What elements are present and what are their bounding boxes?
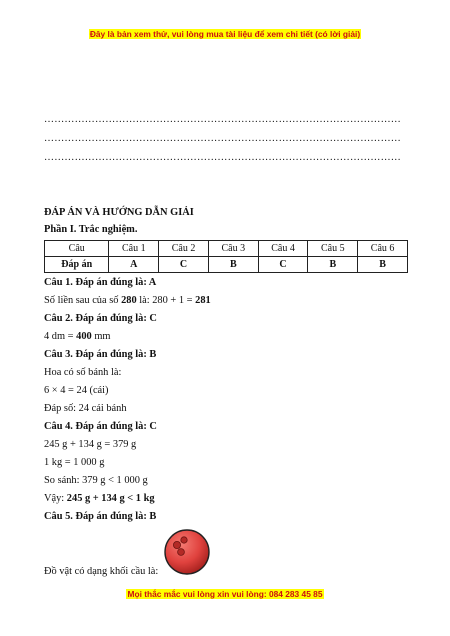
q2-title: Câu 2. Đáp án đúng là: C xyxy=(44,313,157,324)
part-title: Phần I. Trắc nghiệm. xyxy=(44,224,138,235)
q4-line-2: 1 kg = 1 000 g xyxy=(44,457,105,468)
contact-notice: Mọi thắc mắc vui lòng xin vui lòng: 084 283 45 85 xyxy=(127,589,323,599)
table-cell: Câu 3 xyxy=(208,241,258,257)
answer-table xyxy=(44,240,408,273)
q5-line-1: Đồ vật có dạng khối cầu là: xyxy=(44,566,159,577)
q3-line-3: Đáp số: 24 cái bánh xyxy=(44,403,127,414)
answer-table-header-row xyxy=(45,241,408,257)
answers-heading: ĐÁP ÁN VÀ HƯỚNG DẪN GIẢI xyxy=(44,207,194,218)
dotted-answer-line: …………………………………………………………………………………………… xyxy=(44,133,401,144)
table-cell: B xyxy=(358,257,408,273)
q1-explanation: Số liền sau của số 280 là: 280 + 1 = 281 xyxy=(44,295,211,306)
q4-title: Câu 4. Đáp án đúng là: C xyxy=(44,421,157,432)
q3-line-2: 6 × 4 = 24 (cái) xyxy=(44,385,109,396)
bowling-ball-image xyxy=(163,528,211,576)
answer-table-answer-row xyxy=(45,257,408,273)
q1-title: Câu 1. Đáp án đúng là: A xyxy=(44,277,157,288)
table-cell: Câu xyxy=(45,241,109,257)
q4-conclusion: Vậy: 245 g + 134 g < 1 kg xyxy=(44,493,155,504)
table-cell: Câu 4 xyxy=(258,241,308,257)
table-cell: Câu 5 xyxy=(308,241,358,257)
table-cell: B xyxy=(308,257,358,273)
table-cell: Câu 1 xyxy=(109,241,159,257)
table-cell: B xyxy=(208,257,258,273)
q3-title: Câu 3. Đáp án đúng là: B xyxy=(44,349,157,360)
q2-explanation: 4 dm = 400 mm xyxy=(44,331,111,342)
q5-title: Câu 5. Đáp án đúng là: B xyxy=(44,511,157,522)
q4-line-3: So sánh: 379 g < 1 000 g xyxy=(44,475,148,486)
table-cell: C xyxy=(159,257,209,273)
table-cell: Câu 2 xyxy=(159,241,209,257)
table-cell: A xyxy=(109,257,159,273)
q4-line-1: 245 g + 134 g = 379 g xyxy=(44,439,137,450)
table-cell: Đáp án xyxy=(45,257,109,273)
dotted-answer-line: …………………………………………………………………………………………… xyxy=(44,152,401,163)
table-cell: Câu 6 xyxy=(358,241,408,257)
table-cell: C xyxy=(258,257,308,273)
preview-notice: Đây là bản xem thử, vui lòng mua tài liệu để xem chi tiết (có lời giải) xyxy=(89,29,361,39)
q3-line-1: Hoa có số bánh là: xyxy=(44,367,122,378)
dotted-answer-line: …………………………………………………………………………………………… xyxy=(44,114,401,125)
